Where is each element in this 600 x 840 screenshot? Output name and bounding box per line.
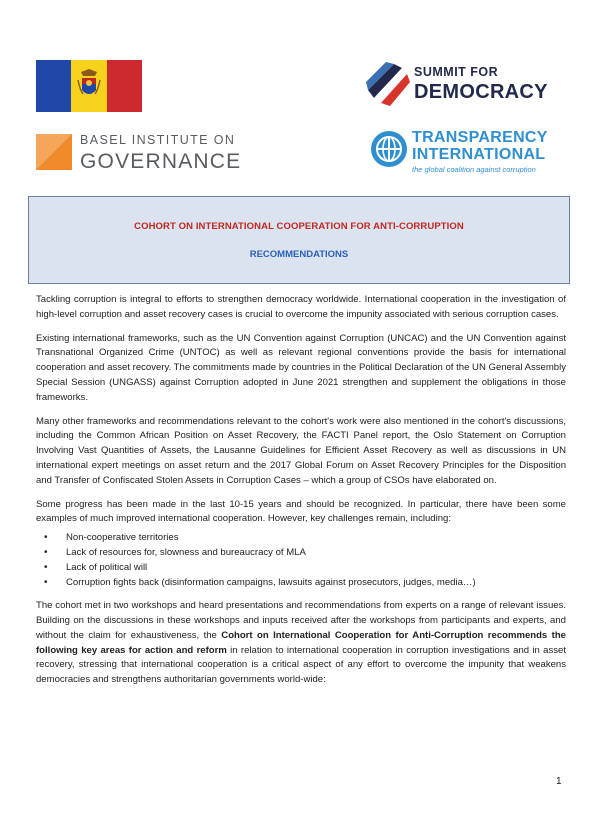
paragraph-4: Some progress has been made in the last 10-15 years and should be recognized. In particular, there have been some examples of much improved international cooperation. However, key challenges remain, including: bbox=[36, 498, 566, 525]
list-item: • Non-cooperative territories bbox=[66, 530, 566, 545]
transparency-international-logo bbox=[370, 128, 570, 180]
page-number: 1 bbox=[556, 776, 562, 787]
basel-institute-logo bbox=[36, 134, 246, 178]
moldova-flag-logo bbox=[36, 60, 142, 112]
basel-line1: BASEL INSTITUTE ON bbox=[80, 133, 236, 147]
document-body bbox=[36, 293, 566, 697]
paragraph-5-bold: Cohort on International Cooperation for Anti-Corruption recommends the following key areas for action and reform bbox=[36, 629, 566, 656]
title-box bbox=[28, 196, 570, 284]
coat-of-arms-icon bbox=[77, 68, 101, 102]
list-item: • Corruption fights back (disinformation campaigns, lawsuits against prosecutors, judges, media…) bbox=[66, 575, 566, 590]
basel-mark-icon bbox=[36, 134, 72, 170]
ti-tagline: the global coalition against corruption bbox=[412, 165, 536, 174]
summit-stripes-icon bbox=[364, 60, 412, 108]
ti-line2: INTERNATIONAL bbox=[412, 146, 546, 163]
paragraph-3: Many other frameworks and recommendations relevant to the cohort's work were also mentioned in the cohort's discussions, including the Common African Position on Asset Recovery, the FACTI Panel report, the Oslo Statement on Corruption Involving Vast Quantities of Assets, the Lausanne Guidelines for Efficient Asset Recovery as well as discussions in UN international expert meetings on asset return and the 2017 Global Forum on Asset Recovery Principles for the Disposition and Transfer of Confiscated Stolen Assets in Corruption Cases – which a group of CSOs have elaborated on. bbox=[36, 415, 566, 486]
ti-line1: TRANSPARENCY bbox=[412, 129, 548, 146]
basel-line2: GOVERNANCE bbox=[80, 149, 242, 173]
document-subtitle: RECOMMENDATIONS bbox=[249, 249, 349, 260]
paragraph-5-end: in relation to international cooperation in corruption investigations and in asset recovery, stressing that international cooperation is a critical aspect of any effort to overcome the impunity that weakens democracies and strengthens authoritarian governments world-wide: bbox=[36, 644, 566, 686]
list-item: • Lack of resources for, slowness and bureaucracy of MLA bbox=[66, 545, 566, 560]
ti-globe-icon bbox=[370, 130, 408, 168]
paragraph-5-start: The cohort met in two workshops and heard presentations and recommendations from experts on a range of relevant issues. Building on the discussions in these workshops and inputs received after the workshops from participants and experts, and without the claim for exhaustiveness, the bbox=[36, 600, 566, 641]
summit-line2: DEMOCRACY bbox=[414, 80, 548, 103]
document-title: COHORT ON INTERNATIONAL COOPERATION FOR ANTI-CORRUPTION bbox=[134, 221, 464, 232]
summit-line1: SUMMIT FOR bbox=[414, 65, 499, 79]
list-item: • Lack of political will bbox=[66, 560, 566, 575]
paragraph-2: Existing international frameworks, such as the UN Convention against Corruption (UNCAC) and the UN Convention against Transnational Organized Crime (UNTOC) as well as relevant regional conventions provide the basis for international cooperation and asset recovery. The commitments made by countries in the Political Declaration of the UN General Assembly Special Session (UNGASS) against Corruption adopted in June 2021 strengthen and supplement the obligations in those frameworks. bbox=[36, 332, 566, 403]
paragraph-5 bbox=[36, 599, 566, 688]
paragraph-1: Tackling corruption is integral to efforts to strengthen democracy worldwide. International cooperation in the investigation of high-level corruption and asset recovery cases is crucial to overcome the impunity associated with serious corruption cases. bbox=[36, 294, 566, 320]
summit-for-democracy-logo bbox=[364, 60, 574, 110]
challenges-list bbox=[36, 530, 566, 590]
